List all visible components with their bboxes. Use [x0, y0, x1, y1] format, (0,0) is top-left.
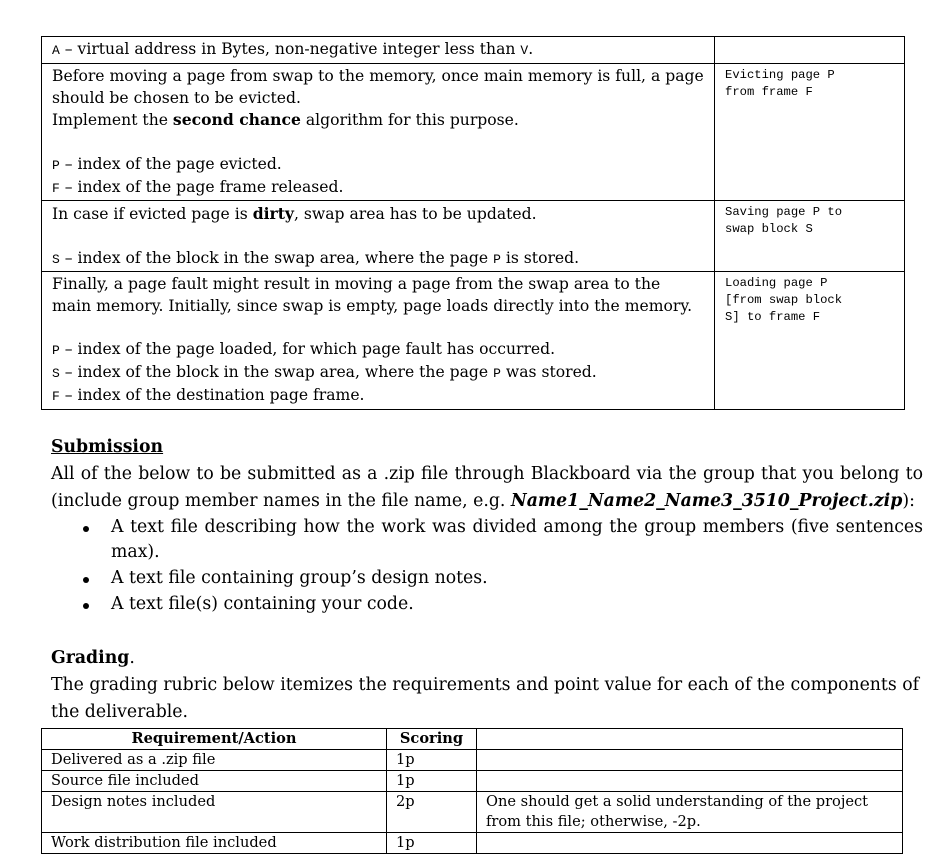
load-description: Finally, a page fault might result in moving a page from the swap area to the main memory. Initially, since swap is empty, page loads directly into the memory. — [52, 275, 693, 315]
var-s: S — [52, 251, 60, 267]
var-s-description-end: was stored. — [500, 363, 597, 382]
submission-list — [51, 515, 923, 617]
list-item-text: A text file describing how the work was divided among the group members (five sentences max). — [111, 517, 923, 562]
output-cell — [715, 272, 905, 409]
var-s-description: – index of the block in the swap area, where the page — [59, 363, 494, 382]
var-p: P — [493, 366, 501, 382]
table-row — [42, 37, 905, 64]
evict-description: Before moving a page from swap to the memory, once main memory is full, a page should be chosen to be evicted. — [52, 67, 704, 107]
implement-line — [52, 109, 704, 132]
implement-pre: Implement the — [52, 111, 173, 130]
var-f-line — [52, 177, 704, 200]
var-f-description: – index of the page frame released. — [59, 177, 344, 196]
var-s-description-end: is stored. — [500, 248, 580, 267]
var-p-line — [52, 339, 704, 362]
score-cell: 1p — [387, 833, 477, 854]
grading-heading-suffix: . — [129, 648, 135, 668]
var-s-line — [52, 248, 704, 271]
description-cell — [42, 37, 715, 64]
var-f: F — [52, 180, 60, 196]
column-header-notes — [477, 729, 903, 750]
dirty-post: , swap area has to be updated. — [294, 205, 537, 224]
var-s-description: – index of the block in the swap area, where the page — [59, 248, 494, 267]
description-cell — [42, 272, 715, 409]
list-item — [51, 592, 923, 617]
table-row — [42, 64, 905, 201]
submission-intro — [51, 461, 923, 515]
bullet-icon — [83, 603, 89, 609]
output-cell — [715, 64, 905, 201]
var-f: F — [52, 388, 60, 404]
grading-heading-line — [51, 645, 923, 672]
table-row — [42, 750, 903, 771]
var-a-description: – virtual address in Bytes, non-negative integer less than — [59, 40, 521, 58]
table-row — [42, 792, 903, 833]
note-cell: One should get a solid understanding of the project from this file; otherwise, -2p. — [477, 792, 903, 833]
grading-section — [51, 645, 923, 726]
table-row — [42, 201, 905, 272]
bullet-icon — [83, 577, 89, 583]
column-header-requirement: Requirement/Action — [42, 729, 387, 750]
description-cell — [42, 201, 715, 272]
table-row — [42, 272, 905, 409]
submission-section — [51, 434, 923, 617]
output-format-text: Evicting page P from frame F — [725, 68, 835, 99]
punctuation: . — [528, 40, 534, 58]
list-item-text: A text file containing group’s design notes. — [111, 568, 488, 588]
output-format-text: Saving page P to swap block S — [725, 205, 843, 237]
output-cell — [715, 201, 905, 272]
grading-heading: Grading — [51, 648, 130, 668]
var-a: A — [52, 43, 60, 58]
var-s: S — [52, 366, 60, 382]
dirty-word: dirty — [252, 204, 294, 224]
table-row — [42, 771, 903, 792]
list-item-text: A text file(s) containing your code. — [111, 594, 414, 614]
score-cell: 2p — [387, 792, 477, 833]
var-f-description: – index of the destination page frame. — [59, 385, 365, 404]
note-cell — [477, 750, 903, 771]
requirement-cell: Delivered as a .zip file — [42, 750, 387, 771]
var-v: V — [520, 43, 529, 58]
output-format-table — [41, 36, 905, 410]
var-p: P — [52, 157, 60, 173]
var-p-description: – index of the page loaded, for which page fault has occurred. — [59, 340, 556, 359]
table-row — [42, 833, 903, 854]
var-p: P — [493, 251, 501, 267]
score-cell: 1p — [387, 771, 477, 792]
output-format-text: Loading page P [from swap block S] to frame F — [725, 276, 843, 325]
output-cell — [715, 37, 905, 64]
column-header-scoring: Scoring — [387, 729, 477, 750]
requirement-cell: Source file included — [42, 771, 387, 792]
var-p-description: – index of the page evicted. — [59, 154, 282, 173]
list-item — [51, 515, 923, 565]
output-format-text — [715, 37, 904, 40]
var-s-line — [52, 362, 704, 385]
note-cell — [477, 771, 903, 792]
note-cell — [477, 833, 903, 854]
dirty-pre: In case if evicted page is — [52, 205, 253, 224]
table-header-row — [42, 729, 903, 750]
submission-intro-text: All of the below to be submitted as a .zip file through Blackboard via the group that you belong to (include group member names in the file name, e.g. — [51, 464, 923, 511]
dirty-line — [52, 203, 704, 226]
bullet-icon — [83, 526, 89, 532]
submission-heading: Submission — [51, 437, 164, 457]
var-f-line — [52, 385, 704, 408]
filename-example: Name1_Name2_Name3_3510_Project.zip — [510, 491, 903, 511]
list-item — [51, 566, 923, 591]
submission-intro-end: ): — [902, 491, 915, 511]
algorithm-name: second chance — [172, 110, 301, 130]
grading-text: The grading rubric below itemizes the requirements and point value for each of the components of the deliverable. — [51, 675, 920, 722]
requirement-cell: Work distribution file included — [42, 833, 387, 854]
var-p-line — [52, 154, 704, 177]
implement-post: algorithm for this purpose. — [300, 111, 519, 130]
description-cell — [42, 64, 715, 201]
requirement-cell: Design notes included — [42, 792, 387, 833]
var-p: P — [52, 343, 60, 359]
score-cell: 1p — [387, 750, 477, 771]
grading-rubric-table — [41, 728, 903, 854]
